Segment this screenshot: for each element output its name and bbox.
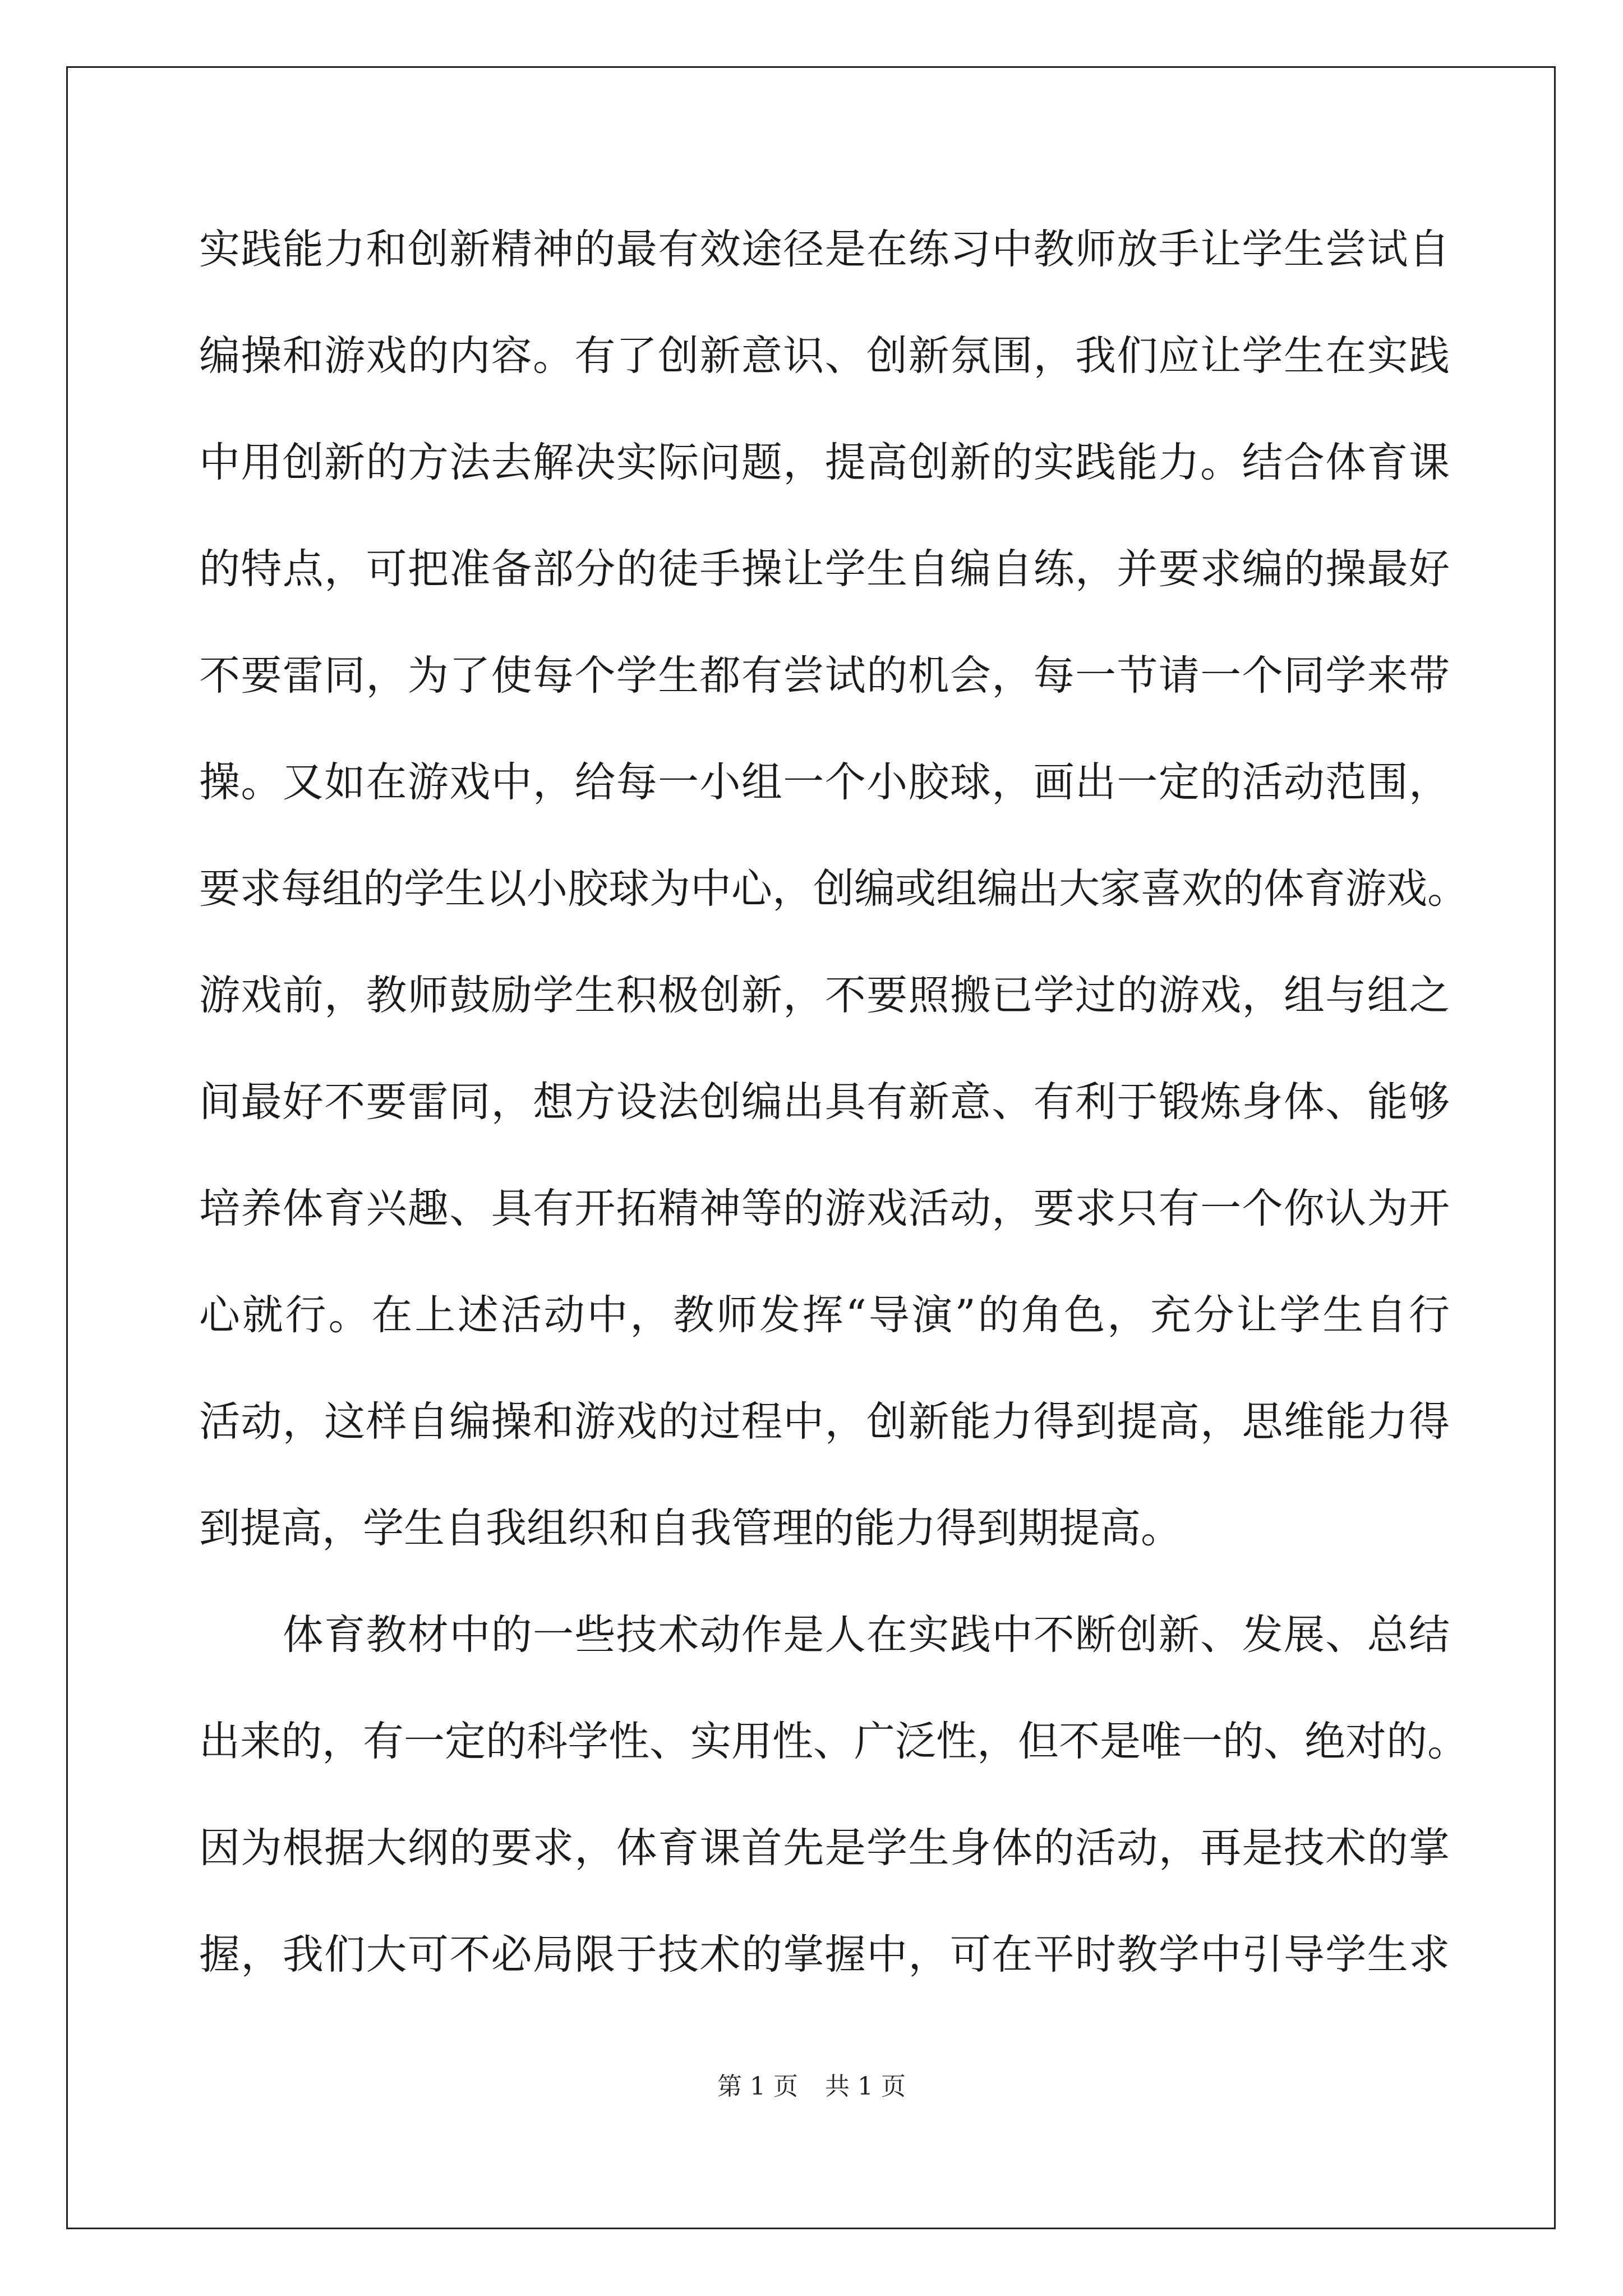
text-line: 实践能力和创新精神的最有效途径是在练习中教师放手让学生尝试自 xyxy=(199,226,1450,273)
text-line: 操。又如在游戏中，给每一小组一个小胶球，画出一定的活动范围， xyxy=(199,758,1450,806)
text-line: 握，我们大可不必局限于技术的掌握中，可在平时教学中引导学生求 xyxy=(199,1931,1450,1978)
text-line: 要求每组的学生以小胶球为中心，创编或组编出大家喜欢的体育游戏。 xyxy=(199,865,1468,913)
page-number: 第 1 页 xyxy=(717,2072,798,2101)
text-line: 因为根据大纲的要求，体育课首先是学生身体的活动，再是技术的掌 xyxy=(199,1824,1450,1872)
page-total: 共 1 页 xyxy=(825,2072,906,2101)
text-line: 培养体育兴趣、具有开拓精神等的游戏活动，要求只有一个你认为开 xyxy=(199,1185,1450,1232)
text-line: 游戏前，教师鼓励学生积极创新，不要照搬已学过的游戏，组与组之 xyxy=(199,972,1450,1019)
page-footer xyxy=(0,2070,1623,2104)
document-body xyxy=(199,216,1468,2028)
text-line: 出来的，有一定的科学性、实用性、广泛性，但不是唯一的、绝对的。 xyxy=(199,1718,1468,1765)
text-line: 心就行。在上述活动中，教师发挥“导演”的角色，充分让学生自行 xyxy=(199,1291,1450,1339)
text-line: 间最好不要雷同，想方设法创编出具有新意、有利于锻炼身体、能够 xyxy=(199,1078,1450,1126)
text-line: 不要雷同，为了使每个学生都有尝试的机会，每一节请一个同学来带 xyxy=(199,652,1450,700)
text-line: 的特点，可把准备部分的徒手操让学生自编自练，并要求编的操最好 xyxy=(199,545,1450,593)
text-line: 编操和游戏的内容。有了创新意识、创新氛围，我们应让学生在实践 xyxy=(199,332,1450,380)
text-line: 体育教材中的一些技术动作是人在实践中不断创新、发展、总结 xyxy=(199,1611,1450,1659)
text-line: 到提高，学生自我组织和自我管理的能力得到期提高。 xyxy=(199,1504,1182,1552)
text-line: 中用创新的方法去解决实际问题，提高创新的实践能力。结合体育课 xyxy=(199,439,1450,486)
text-line: 活动，这样自编操和游戏的过程中，创新能力得到提高，思维能力得 xyxy=(199,1398,1450,1446)
